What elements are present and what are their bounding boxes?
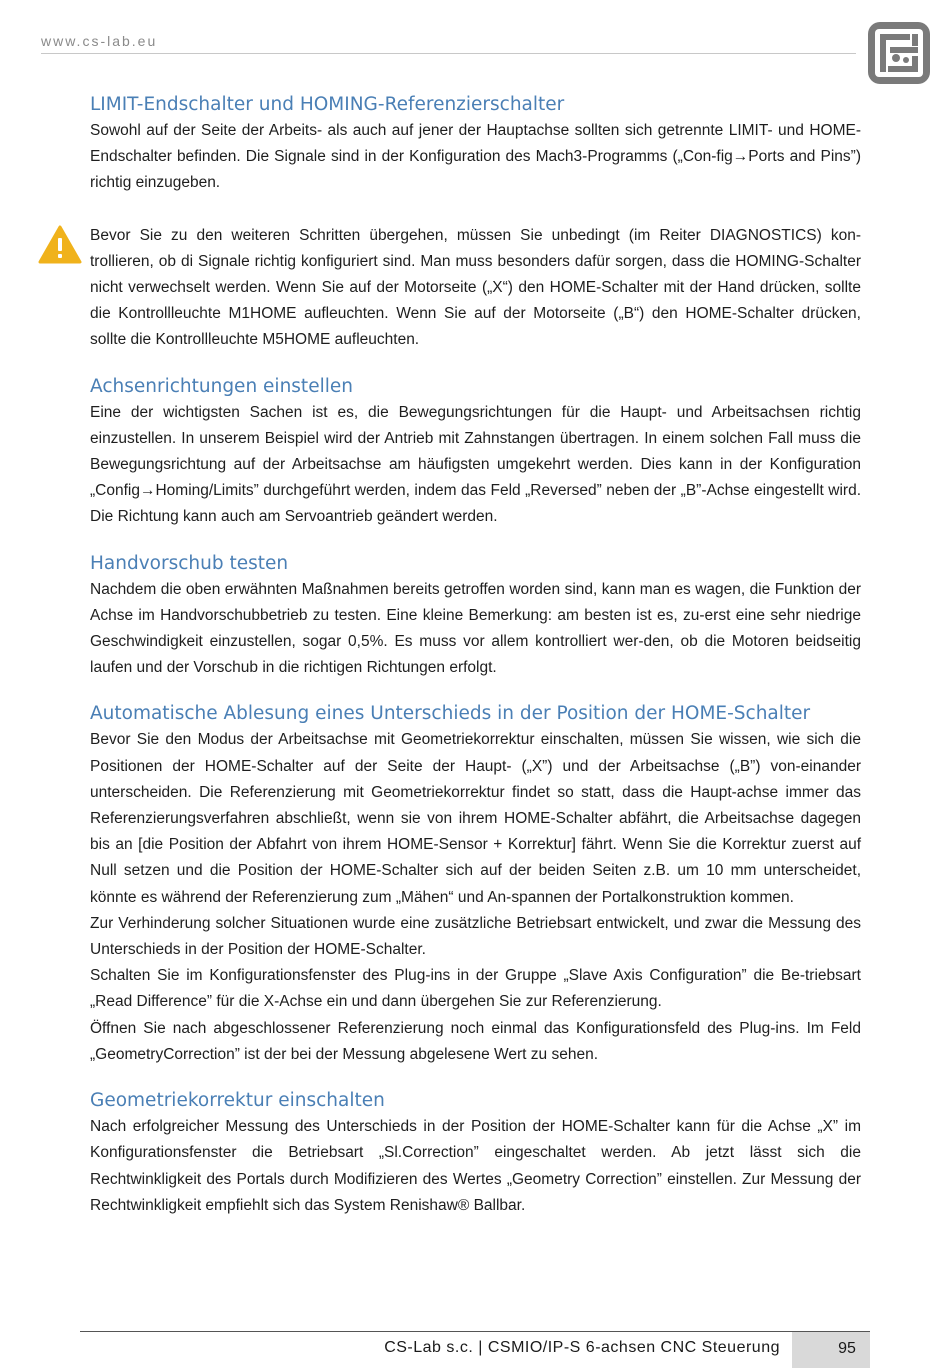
paragraph-geometry-correction: Nach erfolgreicher Messung des Unterschieds in der Position der HOME-Schalter kann für die Achse „X” im Konfigurationsfenster die Betriebsart „Sl.Correction” eingeschaltet werden. Ab jetzt lässt sich die Rechtwinkligkeit des Portals durch Modifizieren des Wertes „Geometry Correction” einstellen. Zur Messung der Rechtwinkligkeit empfiehlt sich das System Renishaw® Ballbar. (90, 1118, 861, 1214)
paragraph-jog-test: Nachdem die oben erwähnten Maßnahmen bereits getroffen worden sind, kann man es wagen, die Funktion der Achse im Handvorschubbetrieb zu testen. Eine kleine Bemerkung: am besten ist es, zu-erst eine sehr niedrige Geschwindigkeit einzustellen, sogar 0,5%. Es muss vor allem kontrolliert wer-den, ob die Motoren beidseitig laufen und der Vorschub in die richtigen Richtungen erfolgt. (90, 580, 861, 677)
warning-icon (38, 225, 82, 265)
heading-axis-directions: Achsenrichtungen einstellen (90, 375, 353, 397)
paragraph-read-difference-2: Zur Verhinderung solcher Situationen wurde eine zusätzliche Betriebsart entwickelt, und zwar die Messung des Unterschieds in der Position der HOME-Schalter. (90, 914, 861, 959)
warning-text: Bevor Sie zu den weiteren Schritten übergehen, müssen Sie unbedingt (im Reiter DIAGNOSTICS) kon-trollieren, ob di Signale richtig konfiguriert sind. Man muss besonders dafür sorgen, dass die HOMING-Schalter nicht verwechselt werden. Wenn Sie auf der Motorseite („X“) den HOME-Schalter mit der Hand drücken, sollte die Kontrollleuchte M1HOME aufleuchten. Wenn Sie auf der Motorseite („B“) den HOME-Schalter drücken, sollte die Kontrollleuchte M5HOME aufleuchten. (90, 226, 861, 349)
paragraph-read-difference-3: Schalten Sie im Konfigurationsfenster des Plug-ins in der Gruppe „Slave Axis Configuration” die Be-triebsart „Read Difference” für die X-Achse ein und dann übergehen Sie zur Referenzierung. (90, 967, 861, 1011)
paragraph-read-difference-1: Bevor Sie den Modus der Arbeitsachse mit Geometriekorrektur einschalten, müssen Sie wissen, wie sich die Positionen der HOME-Schalter auf der Seite der Haupt- („X”) und der Arbeitsachse („B”) von-einander unterscheiden. Die Referenzierung mit Geometriekorrektur findet so statt, dass die Haupt-achse immer das Referenzierungsverfahren abschließt, wenn sie von ihrem HOME-Schalter abfährt, die Arbeitsachse dagegen bis an [die Position der Abfahrt von ihrem HOME-Sensor + Korrektur] fährt. Wenn Sie die Korrektur zuerst auf Null setzen und die Position der HOME-Schalter sich auf der beiden Seiten z.B. um 10 mm unterscheidet, könnte es während der Referenzierung zum „Mähen“ und An-spannen der Portalkonstruktion kommen. (90, 731, 861, 906)
page-content (90, 92, 861, 1219)
heading-geometry-correction: Geometriekorrektur einschalten (90, 1090, 385, 1112)
footer-rule (80, 1331, 870, 1332)
site-url[interactable]: www.cs-lab.eu (41, 33, 158, 49)
heading-jog-test: Handvorschub testen (90, 552, 289, 574)
paragraph-read-difference-4: Öffnen Sie nach abgeschlossener Referenzierung noch einmal das Konfigurationsfeld des Plug-ins. Im Feld „GeometryCorrection” ist der bei der Messung abgelesene Wert zu sehen. (90, 1019, 861, 1063)
heading-read-difference: Automatische Ablesung eines Unterschieds in der Position der HOME-Schalter (90, 703, 811, 725)
warning-block (90, 223, 861, 354)
heading-limit-homing: LIMIT-Endschalter und HOMING-Referenzierschalter (90, 94, 565, 115)
cs-lab-logo-icon (866, 20, 932, 86)
page-number: 95 (838, 1340, 856, 1357)
header-rule (41, 53, 856, 54)
paragraph-limit-homing: Sowohl auf der Seite der Arbeits- als auch auf jener der Hauptachse sollten sich getrennte LIMIT- und HOME-Endschalter befinden. Die Signale sind in der Konfiguration des Mach3-Programms („Con-fig→Ports and Pins”) richtig einzugeben. (90, 122, 861, 192)
footer-title: CS-Lab s.c. | CSMIO/IP-S 6-achsen CNC Steuerung (384, 1339, 780, 1356)
paragraph-axis-directions: Eine der wichtigsten Sachen ist es, die Bewegungsrichtungen für die Haupt- und Arbeitsachsen richtig einzustellen. In unserem Beispiel wird der Antrieb mit Zahnstangen übertragen. In einem solchen Fall muss die Bewegungsrichtung auf der Arbeitsachse am häufigsten umgekehrt werden. Dies kann in der Konfiguration „Config→Homing/Limits” durchgeführt werden, indem das Feld „Reversed” neben der „B”-Achse eingestellt wird. Die Richtung kann auch am Servoantrieb geändert werden. (90, 403, 861, 526)
